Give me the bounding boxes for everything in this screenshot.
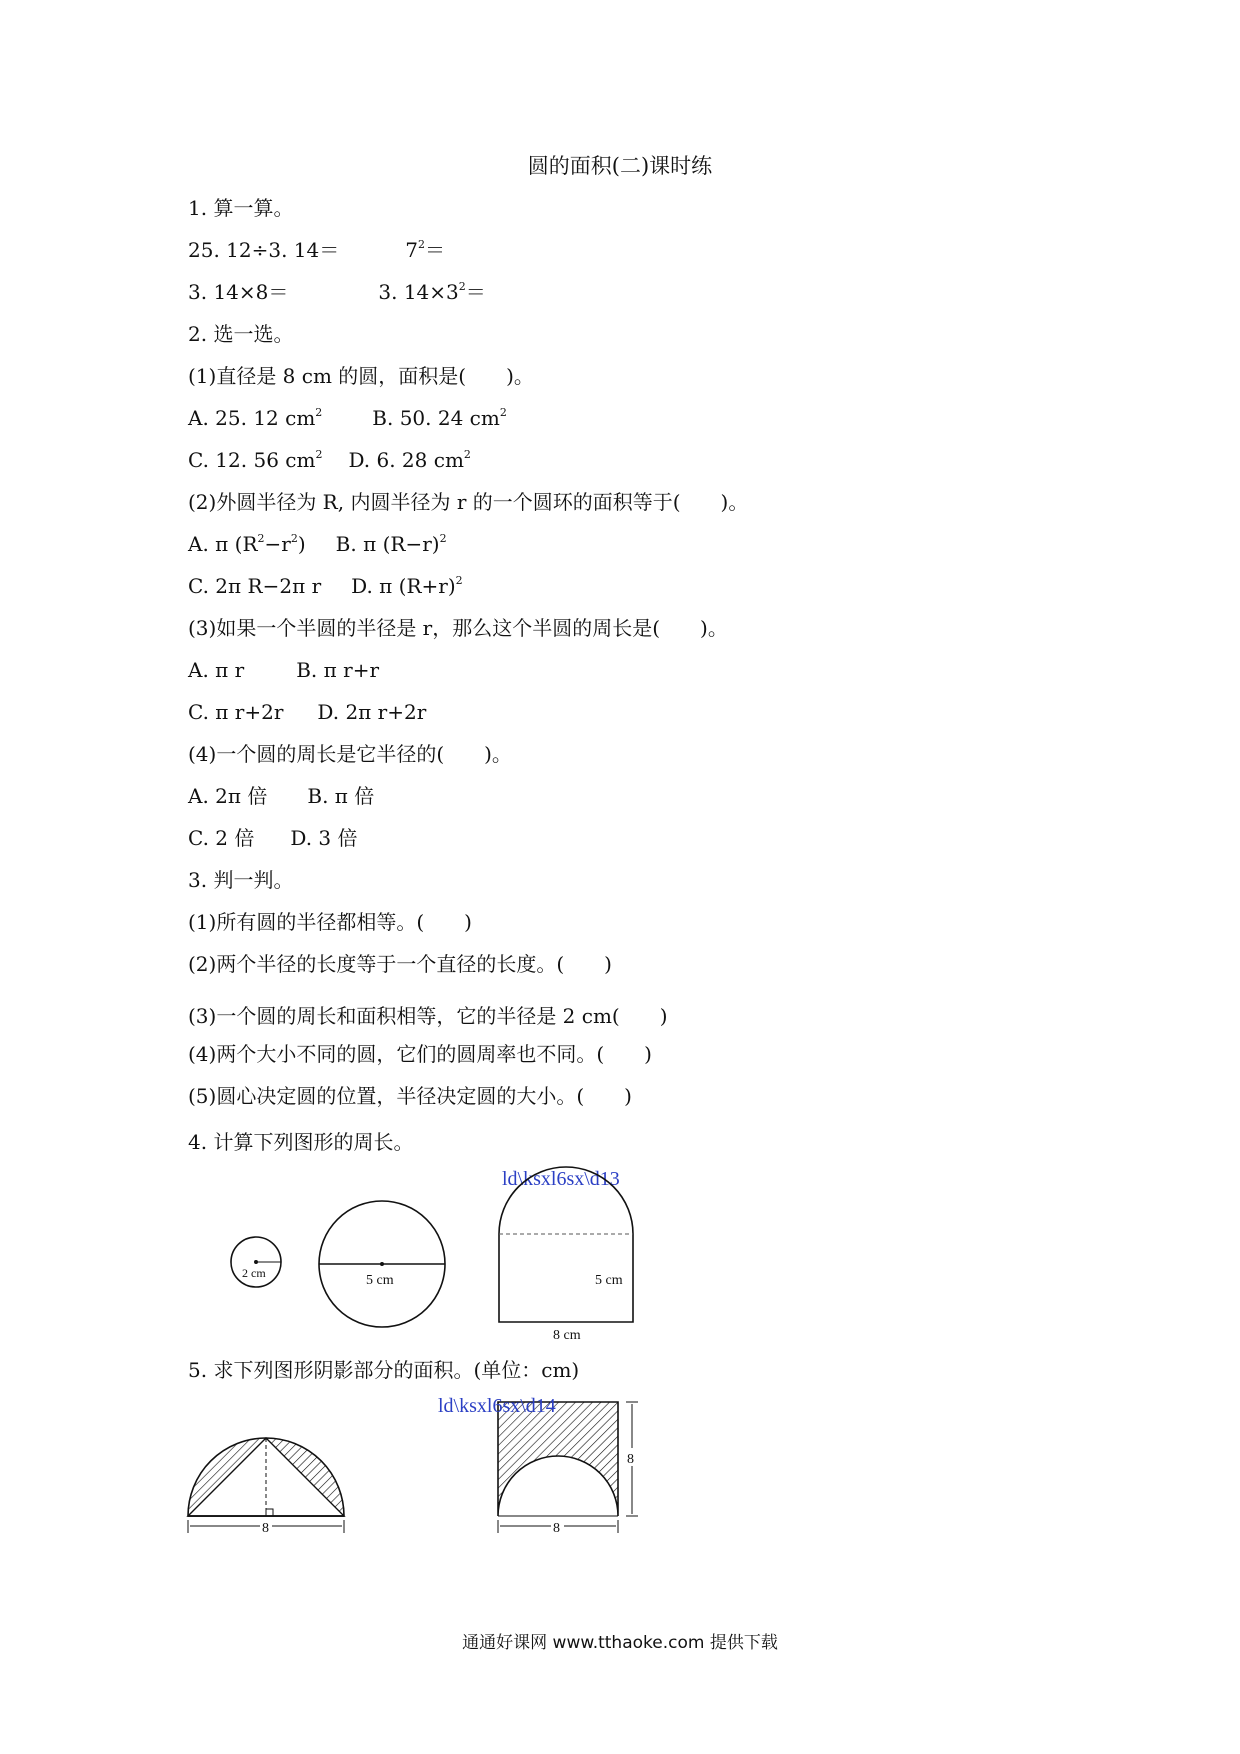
square-figure <box>438 1395 638 1536</box>
option-b: B. π 倍 <box>307 784 375 808</box>
q5-watermark: ld\ksxl6sx\d14 <box>438 1395 556 1417</box>
square-base-label: 8 <box>553 1521 560 1536</box>
option-a: A. π $(R^2-r^2)$ <box>188 532 306 556</box>
circle-diameter-label: 5 cm <box>366 1273 394 1288</box>
square-height-label: 8 <box>627 1452 634 1467</box>
semicircle-base-label: 8 <box>262 1521 269 1536</box>
q2-part3-options-ab <box>188 658 379 682</box>
q4-figures <box>220 1160 680 1340</box>
q4-heading: 4. 计算下列图形的周长。 <box>188 1130 414 1154</box>
q2-part4: (4)一个圆的周长是它半径的( )。 <box>188 742 512 766</box>
q1-row2 <box>188 280 486 304</box>
q4-watermark: ld\ksxl6sx\d13 <box>502 1168 620 1190</box>
option-b: B. π r+r <box>296 658 380 682</box>
small-circle-label: 2 cm <box>242 1266 266 1280</box>
option-c: C. 2 倍 <box>188 826 255 850</box>
option-d: D. π $(R+r)^2$ <box>351 574 463 598</box>
q3-item-4: (4)两个大小不同的圆，它们的圆周率也不同。( ) <box>188 1042 652 1066</box>
q1-item-a: 25. 12÷3. 14＝ <box>188 238 340 262</box>
small-circle-figure <box>231 1237 281 1287</box>
q3-item-2: (2)两个半径的长度等于一个直径的长度。( ) <box>188 952 612 976</box>
q2-part1: (1)直径是 8 cm 的圆，面积是( )。 <box>188 364 534 388</box>
option-d: D. 2π r+2r <box>317 700 427 724</box>
option-a: A. π r <box>188 658 245 682</box>
q5-figures <box>180 1390 650 1540</box>
arch-base-label: 8 cm <box>553 1328 581 1340</box>
arch-side-label: 5 cm <box>595 1273 623 1288</box>
q1-item-b: $7^2=$ <box>405 238 445 262</box>
q3-item-3: (3)一个圆的周长和面积相等，它的半径是 2 cm( ) <box>188 1004 668 1028</box>
option-d: D. 3 倍 <box>290 826 358 850</box>
option-d: D. 6. 28 $cm^2$ <box>348 448 471 472</box>
q1-row1 <box>188 238 445 262</box>
q2-part3: (3)如果一个半圆的半径是 r，那么这个半圆的周长是( )。 <box>188 616 728 640</box>
q3-item-1: (1)所有圆的半径都相等。( ) <box>188 910 472 934</box>
option-b: B. 50. 24 $cm^2$ <box>372 406 507 430</box>
option-c: C. 12. 56 $cm^2$ <box>188 448 323 472</box>
option-c: C. 2π R−2π r <box>188 574 322 598</box>
q2-part1-options-cd <box>188 448 471 472</box>
footer-credit: 通通好课网 www.tthaoke.com 提供下载 <box>462 1633 778 1653</box>
option-b: B. π $(R-r)^2$ <box>335 532 447 556</box>
q2-part2-options-cd <box>188 574 463 598</box>
q2-heading: 2. 选一选。 <box>188 322 294 346</box>
option-c: C. π r+2r <box>188 700 284 724</box>
q2-part1-options-ab <box>188 406 507 430</box>
option-a: A. 25. 12 $cm^2$ <box>188 406 323 430</box>
q2-part3-options-cd <box>188 700 426 724</box>
option-a: A. 2π 倍 <box>188 784 268 808</box>
q2-part2-options-ab <box>188 532 447 556</box>
arch-figure <box>499 1167 633 1340</box>
q3-heading: 3. 判一判。 <box>188 868 294 892</box>
circle-figure <box>319 1201 445 1327</box>
q1-item-c: 3. 14×8＝ <box>188 280 289 304</box>
page-title: 圆的面积(二)课时练 <box>527 154 713 178</box>
semicircle-figure <box>188 1438 344 1536</box>
q3-item-5: (5)圆心决定圆的位置，半径决定圆的大小。( ) <box>188 1084 632 1108</box>
q2-part4-options-ab <box>188 784 374 808</box>
q2-part4-options-cd <box>188 826 358 850</box>
q5-heading: 5. 求下列图形阴影部分的面积。(单位：cm) <box>188 1358 580 1382</box>
q1-item-d: 3. $14\times 3^2=$ <box>378 280 486 304</box>
q1-heading: 1. 算一算。 <box>188 196 294 220</box>
q2-part2: (2)外圆半径为 R, 内圆半径为 r 的一个圆环的面积等于( )。 <box>188 490 749 514</box>
